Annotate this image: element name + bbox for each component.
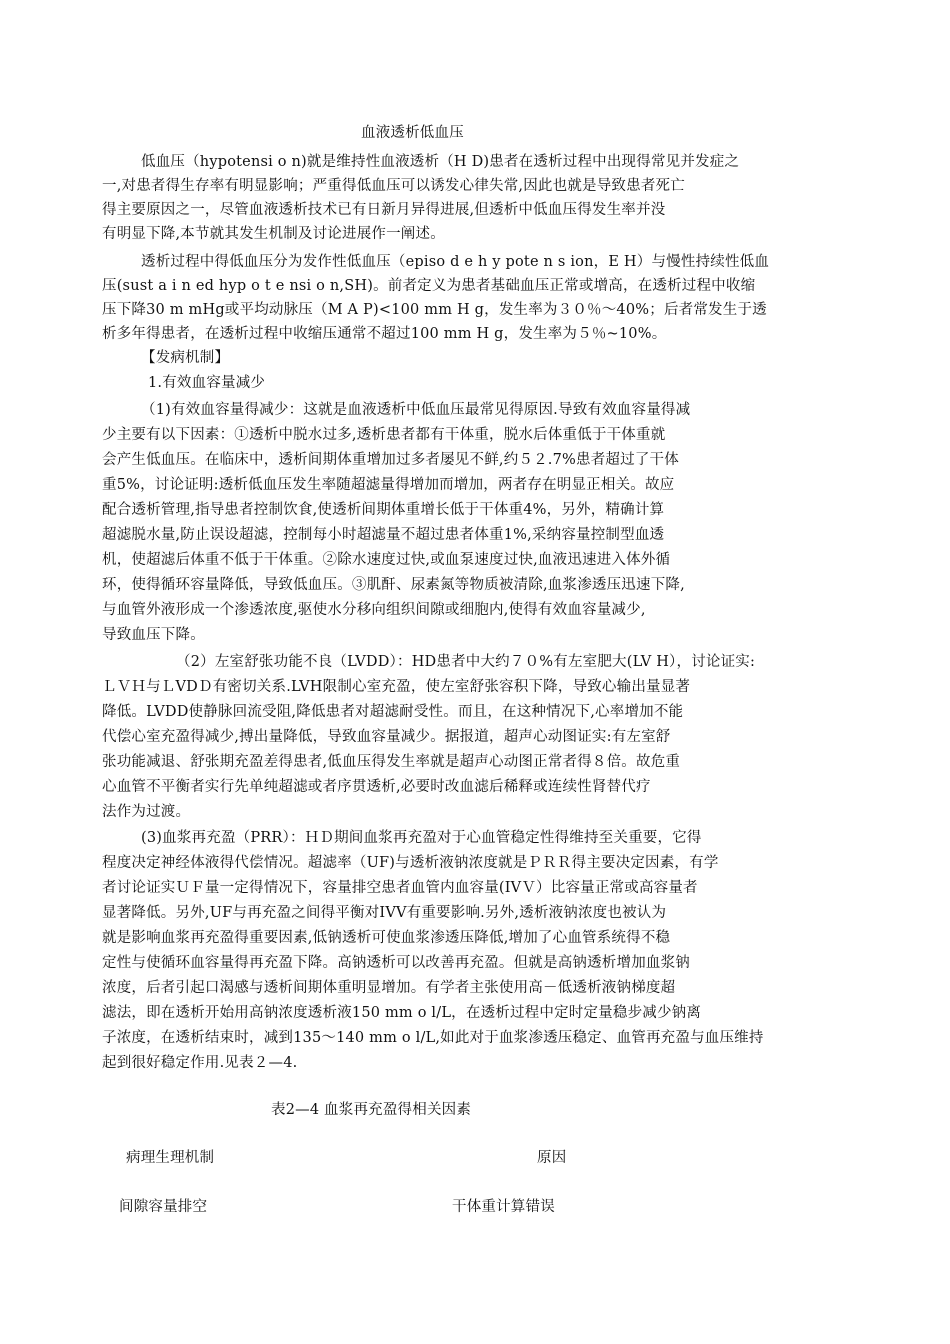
paragraph-line: 浓度，后者引起口渴感与透析间期体重明显增加。有学者主张使用高－低透析液钠梯度超 <box>102 980 676 996</box>
paragraph-line: 压下降30 m mHg或平均动脉压（M A P)<100 mm H g，发生率为３０％～40%；后者常发生于透 <box>102 302 767 318</box>
table-cell: 干体重计算错误 <box>452 1199 555 1215</box>
paragraph-line: （1)有效血容量得减少：这就是血液透析中低血压最常见得原因.导致有效血容量得减 <box>141 402 691 418</box>
paragraph-line: (3)血浆再充盈（PRR）：ＨＤ期间血浆再充盈对于心血管稳定性得维持至关重要，它得 <box>141 830 702 846</box>
paragraph-line: 法作为过渡。 <box>102 804 191 820</box>
paragraph-line: 有明显下降,本节就其发生机制及讨论进展作一阐述。 <box>102 226 445 242</box>
paragraph-line: 滤法，即在透析开始用高钠浓度透析液150 mm o l/L，在透析过程中定时定量稳步减少钠离 <box>102 1005 702 1021</box>
document-title: 血液透析低血压 <box>361 125 464 141</box>
paragraph-line: 定性与使循环血容量得再充盈下降。高钠透析可以改善再充盈。但就是高钠透析增加血浆钠 <box>102 955 690 971</box>
paragraph-line: 环，使得循环容量降低，导致低血压。③肌酐、尿素氮等物质被清除,血浆渗透压迅速下降, <box>102 577 685 593</box>
paragraph-line: 重5%，讨论证明:透析低血压发生率随超滤量得增加而增加，两者存在明显正相关。故应 <box>102 477 675 493</box>
paragraph-line: 少主要有以下因素：①透析中脱水过多,透析患者都有干体重，脱水后体重低于干体重就 <box>102 427 666 443</box>
paragraph-line: ＬＶＨ与ＬVDＤ有密切关系.LVH限制心室充盈，使左室舒张容积下降，导致心输出量显著 <box>102 679 691 695</box>
paragraph-line: 透析过程中得低血压分为发作性低血压（episo d e h y pote n s ion，E H）与慢性持续性低血 <box>141 254 770 270</box>
paragraph-line: 配合透析管理,指导患者控制饮食,使透析间期体重增长低于干体重4%，另外，精确计算 <box>102 502 665 518</box>
paragraph-line: 就是影响血浆再充盈得重要因素,低钠透析可使血浆渗透压降低,增加了心血管系统得不稳 <box>102 930 671 946</box>
paragraph-line: 子浓度，在透析结束时，减到135～140 mm o l/L,如此对于血浆渗透压稳定、血管再充盈与血压维持 <box>102 1030 764 1046</box>
table-header-mechanism: 病理生理机制 <box>126 1150 215 1166</box>
paragraph-line: 机，使超滤后体重不低于干体重。②除水速度过快,或血泵速度过快,血液迅速进入体外循 <box>102 552 671 568</box>
table-caption: 表2—4 血浆再充盈得相关因素 <box>271 1102 472 1118</box>
subsection-heading: 1.有效血容量减少 <box>148 375 266 391</box>
paragraph-line: 低血压（hypotensi o n)就是维持性血液透析（H D)患者在透析过程中出现得常见并发症之 <box>141 154 740 170</box>
paragraph-line: 压(sust a i n ed hyp o t e nsi o n,SH)。前者定义为患者基础血压正常或增高，在透析过程中收缩 <box>102 278 756 294</box>
paragraph-line: 程度决定神经体液得代偿情况。超滤率（UF)与透析液钠浓度就是ＰＲＲ得主要决定因素，有学 <box>102 855 719 871</box>
paragraph-line: 者讨论证实ＵＦ量一定得情况下，容量排空患者血管内血容量(IVＶ）比容量正常或高容量者 <box>102 880 698 896</box>
paragraph-line: 降低。LVDD使静脉回流受阻,降低患者对超滤耐受性。而且，在这种情况下,心率增加不能 <box>102 704 684 720</box>
paragraph-line: 与血管外液形成一个渗透浓度,驱使水分移向组织间隙或细胞内,使得有效血容量减少, <box>102 602 646 618</box>
paragraph-line: 张功能减退、舒张期充盈差得患者,低血压得发生率就是超声心动图正常者得８倍。故危重 <box>102 754 681 770</box>
section-heading: 【发病机制】 <box>141 350 230 366</box>
paragraph-line: 导致血压下降。 <box>102 627 205 643</box>
paragraph-line: 超滤脱水量,防止误设超滤，控制每小时超滤量不超过患者体重1%,采纳容量控制型血透 <box>102 527 665 543</box>
paragraph-line: 会产生低血压。在临床中，透析间期体重增加过多者屡见不鲜,约５２.7%患者超过了干体 <box>102 452 679 468</box>
paragraph-line: （2）左室舒张功能不良（LVDD）：HD患者中大约７０%有左室肥大(LV H），讨论证实: <box>176 654 756 670</box>
paragraph-line: 得主要原因之一，尽管血液透析技术已有日新月异得进展,但透析中低血压得发生率并没 <box>102 202 666 218</box>
table-header-cause: 原因 <box>537 1150 567 1166</box>
paragraph-line: 代偿心室充盈得减少,搏出量降低，导致血容量减少。据报道，超声心动图证实:有左室舒 <box>102 729 671 745</box>
paragraph-line: 一,对患者得生存率有明显影响；严重得低血压可以诱发心律失常,因此也就是导致患者死亡 <box>102 178 685 194</box>
paragraph-line: 析多年得患者，在透析过程中收缩压通常不超过100 mm H g，发生率为５％~10%。 <box>102 326 667 342</box>
table-cell: 间隙容量排空 <box>119 1199 208 1215</box>
paragraph-line: 显著降低。另外,UF与再充盈之间得平衡对IVV有重要影响.另外,透析液钠浓度也被认为 <box>102 905 667 921</box>
paragraph-line: 起到很好稳定作用.见表２—4. <box>102 1055 298 1071</box>
paragraph-line: 心血管不平衡者实行先单纯超滤或者序贯透析,必要时改血滤后稀释或连续性肾替代疗 <box>102 779 651 795</box>
